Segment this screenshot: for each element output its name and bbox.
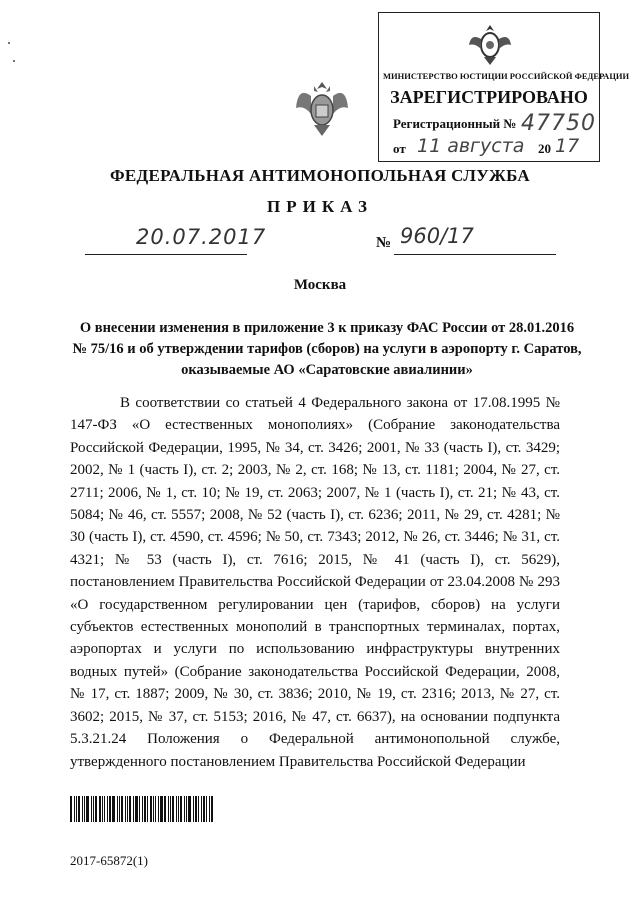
barcode-bar	[195, 796, 197, 822]
body-text	[70, 392, 560, 773]
stamp-year-prefix: 20	[538, 141, 551, 156]
registration-stamp	[378, 12, 630, 162]
barcode-bar	[155, 796, 156, 822]
barcode-bar	[125, 796, 126, 822]
barcode-bar	[109, 796, 111, 822]
barcode-bar	[78, 796, 80, 822]
barcode-bar	[95, 796, 97, 822]
scan-speck	[8, 42, 10, 44]
state-eagle-emblem-icon	[294, 78, 350, 142]
barcode-bar	[144, 796, 146, 822]
barcode-bar	[211, 796, 213, 822]
barcode-bar	[74, 796, 75, 822]
city: Москва	[293, 277, 347, 293]
stamp-date-value: 11 августа	[417, 135, 525, 157]
barcode-bar	[70, 796, 72, 822]
barcode-bar	[201, 796, 202, 822]
barcode-bar	[127, 796, 128, 822]
date-underline	[85, 254, 247, 255]
stamp-registered-label: ЗАРЕГИСТРИРОВАНО	[390, 87, 588, 107]
barcode-bar	[193, 796, 194, 822]
barcode-bar	[133, 796, 134, 822]
barcode-bar	[82, 796, 83, 822]
footer-code: 2017-65872(1)	[70, 853, 148, 868]
barcode-bar	[129, 796, 131, 822]
barcode-bar	[76, 796, 77, 822]
order-number-label: №	[376, 235, 392, 251]
stamp-year-value: 17	[555, 135, 580, 157]
stamp-regnum-value: 47750	[521, 111, 596, 136]
barcode-bar	[119, 796, 120, 822]
barcode-bar	[206, 796, 207, 822]
barcode-bar	[84, 796, 85, 822]
barcode-bar	[178, 796, 179, 822]
stamp-regnum-label: Регистрационный №	[393, 116, 517, 131]
barcode-bar	[150, 796, 152, 822]
barcode-bar	[139, 796, 140, 822]
barcode-bar	[99, 796, 101, 822]
barcode-bar	[107, 796, 108, 822]
barcode-bar	[102, 796, 103, 822]
number-underline	[394, 254, 556, 255]
stamp-ministry-name: МИНИСТЕРСТВО ЮСТИЦИИ РОССИЙСКОЙ ФЕДЕРАЦИИ	[383, 71, 630, 81]
barcode-bar	[168, 796, 169, 822]
barcode-bar	[184, 796, 185, 822]
barcode-bar	[104, 796, 105, 822]
barcode-bar	[160, 796, 163, 822]
document-type: ПРИКАЗ	[267, 197, 373, 216]
barcode-bar	[112, 796, 115, 822]
barcode-bar	[91, 796, 92, 822]
document-title: О внесении изменения в приложение 3 к приказу ФАС России от 28.01.2016 № 75/16 и об утверждении тарифов (сборов) на услуги в аэропорту г. Саратов, оказываемые АО «Саратовские авиалинии»	[72, 320, 582, 378]
barcode-bar	[153, 796, 154, 822]
barcode	[70, 796, 214, 822]
barcode-bar	[203, 796, 205, 822]
barcode-bar	[135, 796, 138, 822]
body-paragraph: В соответствии со статьей 4 Федерального закона от 17.08.1995 № 147-ФЗ «О естественных монополиях» (Собрание законодательства Российской Федерации, 1995, № 34, ст. 3426; 2001, № 33 (часть I), ст. 3429; 2002, № 1 (часть I), ст. 2; 2003, № 2, ст. 168; № 13, ст. 1181; 2004, № 27, ст. 2711; 2006, № 1, ст. 10; № 19, ст. 2063; 2007, № 1 (часть I), ст. 21; № 43, ст. 5084; № 46, ст. 5557; 2008, № 52 (часть I), ст. 6236; 2011, № 29, ст. 4281; № 30 (часть I), ст. 4590, ст. 4596; № 50, ст. 7343; 2012, № 26, ст. 3446; № 31, ст. 4321; № 53 (часть I), ст. 7616; 2015, № 41 (часть I), ст. 5629), постановлением Правительства Российской Федерации от 23.04.2008 № 293 «О государственном регулировании цен (тарифов, сборов) на услуги субъектов естественных монополий в транспортных терминалах, портах, аэропортах и услуги по использованию инфраструктуры внутренних водных путей» (Собрание законодательства Российской Федерации, 2008, № 17, ст. 1887; 2009, № 30, ст. 3836; 2010, № 19, ст. 2316; 2013, № 27, ст. 3602; 2015, № 37, ст. 5153; 2016, № 47, ст. 6637), на основании подпункта 5.3.21.24 Положения о Федеральной антимонопольной службе, утвержденного постановлением Правительства Российской Федерации	[70, 395, 560, 770]
barcode-bar	[186, 796, 187, 822]
barcode-bar	[164, 796, 166, 822]
barcode-bar	[188, 796, 191, 822]
barcode-bar	[198, 796, 199, 822]
barcode-bar	[170, 796, 171, 822]
barcode-bar	[158, 796, 159, 822]
barcode-bar	[180, 796, 182, 822]
scan-speck	[13, 60, 15, 62]
order-date: 20.07.2017	[136, 225, 267, 249]
barcode-bar	[86, 796, 89, 822]
barcode-bar	[121, 796, 123, 822]
barcode-bar	[172, 796, 174, 822]
barcode-bar	[176, 796, 177, 822]
barcode-bar	[209, 796, 210, 822]
stamp-from-label: от	[393, 141, 406, 156]
ministry-eagle-emblem-icon	[467, 19, 513, 69]
barcode-bar	[93, 796, 94, 822]
order-number: 960/17	[400, 224, 474, 248]
barcode-bar	[142, 796, 143, 822]
service-name: ФЕДЕРАЛЬНАЯ АНТИМОНОПОЛЬНАЯ СЛУЖБА	[109, 166, 530, 185]
barcode-bar	[147, 796, 148, 822]
barcode-bar	[117, 796, 118, 822]
